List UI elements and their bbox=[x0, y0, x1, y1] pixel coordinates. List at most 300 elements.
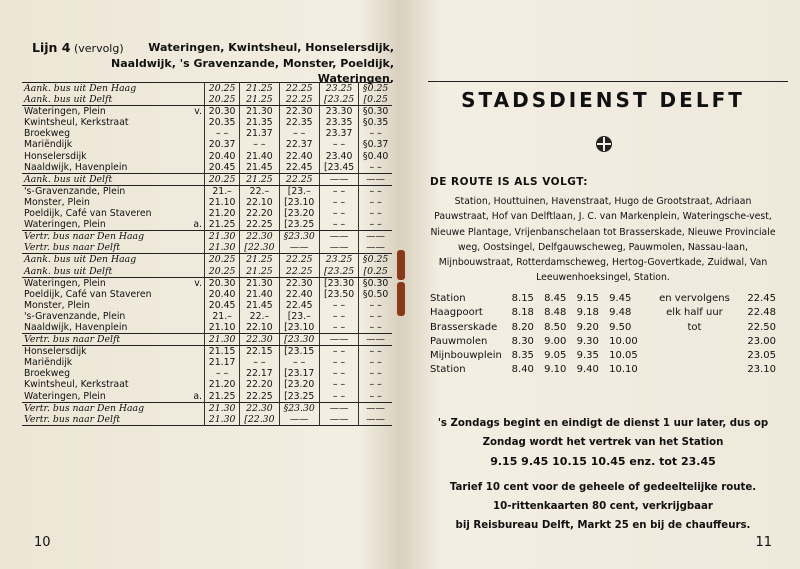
departure-time: 21.35 bbox=[240, 117, 279, 128]
stop-row bbox=[430, 335, 776, 349]
departure-time: —— bbox=[279, 414, 319, 426]
departure-time: [23.30 bbox=[319, 277, 358, 289]
stop-time: 10.05 bbox=[609, 350, 638, 362]
departure-time: [0.25 bbox=[359, 266, 392, 278]
departure-time: §0.30 bbox=[362, 106, 389, 118]
line-suffix: (vervolg) bbox=[70, 42, 124, 55]
stop-row bbox=[430, 292, 776, 306]
departure-time: 21.30 bbox=[240, 106, 279, 118]
timetable-row bbox=[22, 334, 392, 346]
departure-time: [23.30 bbox=[279, 334, 319, 346]
timetable-row bbox=[22, 368, 392, 379]
timetable-row bbox=[22, 242, 392, 254]
departure-time: —— bbox=[319, 242, 358, 254]
departure-time: —— bbox=[359, 414, 392, 426]
timetable-row bbox=[22, 162, 392, 174]
departure-time: —— bbox=[319, 173, 358, 185]
departure-time: – – bbox=[319, 368, 358, 379]
timetable-row bbox=[22, 173, 392, 185]
departure-time: [23.25 bbox=[319, 94, 358, 106]
timetable-row bbox=[22, 322, 392, 334]
timetable-row bbox=[22, 208, 392, 219]
departure-time: —— bbox=[319, 402, 358, 414]
departure-time: – – bbox=[369, 368, 382, 380]
right-page bbox=[418, 18, 788, 558]
departure-time: 22.25 bbox=[240, 391, 279, 403]
departure-time: [22.30 bbox=[240, 414, 279, 426]
stop-time: 9.35 bbox=[576, 350, 599, 362]
stop-time: 9.40 bbox=[576, 364, 599, 376]
departure-time: 21.15 bbox=[205, 346, 240, 358]
departure-time: 23.25 bbox=[319, 254, 358, 266]
departure-time: §0.25 bbox=[359, 83, 392, 95]
departure-time: 23.35 bbox=[319, 117, 358, 128]
timetable-row bbox=[22, 139, 392, 150]
departure-time: 22.25 bbox=[279, 173, 319, 185]
stop-name bbox=[22, 162, 205, 174]
departure-time: [23.15 bbox=[279, 346, 319, 358]
departure-time: 22.35 bbox=[279, 117, 319, 128]
departure-time: —— bbox=[319, 231, 358, 243]
stop-name-text: Mariëndijk bbox=[24, 139, 73, 151]
departure-time: – – bbox=[319, 311, 358, 322]
departure-time: – – bbox=[369, 321, 382, 333]
timetable-row bbox=[22, 289, 392, 300]
last-time: 23.10 bbox=[747, 364, 777, 376]
stop-time: 9.15 bbox=[576, 293, 599, 304]
departure-time: [23.17 bbox=[279, 368, 319, 379]
fare-line-2: 10-rittenkaarten 80 cent, verkrijgbaar bbox=[493, 501, 713, 512]
stop-name bbox=[22, 414, 205, 426]
departure-time: 20.40 bbox=[205, 151, 240, 162]
stop-name-text: Aank. bus uit Den Haag bbox=[24, 83, 137, 94]
stop-name-text: Vertr. bus naar Delft bbox=[24, 242, 121, 254]
stop-time: 9.05 bbox=[544, 350, 567, 362]
departure-time: [23.45 bbox=[319, 162, 358, 174]
timetable-row bbox=[22, 106, 392, 118]
stop-name bbox=[22, 357, 205, 368]
departure-time: 22.25 bbox=[240, 219, 279, 231]
timetable-row bbox=[22, 357, 392, 368]
departure-time: – – bbox=[369, 310, 382, 322]
route-heading-1: Wateringen, Kwintsheul, Honselersdijk, bbox=[148, 41, 394, 54]
stop-name bbox=[22, 242, 205, 254]
timetable-row bbox=[22, 219, 392, 231]
timetable bbox=[22, 82, 392, 426]
departure-time: §0.40 bbox=[362, 150, 389, 162]
departure-time: 21.45 bbox=[240, 162, 279, 174]
departure-time: – – bbox=[369, 128, 382, 140]
stop-name-text: Kwintsheul, Kerkstraat bbox=[24, 379, 129, 391]
departure-time: 22.– bbox=[240, 311, 279, 322]
stop-time: 8.20 bbox=[511, 321, 534, 333]
departure-time: 22.25 bbox=[279, 254, 319, 266]
departure-time: – – bbox=[240, 357, 279, 368]
stop-name-text: Wateringen, Plein bbox=[24, 219, 106, 231]
timetable-row bbox=[22, 414, 392, 426]
stop-time: 8.30 bbox=[511, 335, 534, 347]
timetable-row bbox=[22, 379, 392, 390]
stop-name bbox=[22, 334, 205, 346]
departure-time: —— bbox=[279, 242, 319, 254]
departure-time: 22.40 bbox=[279, 289, 319, 300]
route-heading-2: Naaldwijk, 's Gravenzande, Monster, Poeldijk, Wateringen. bbox=[111, 57, 394, 85]
departure-time: 20.25 bbox=[205, 266, 240, 278]
left-page bbox=[22, 18, 394, 558]
arrival-departure-mark: v. bbox=[194, 106, 202, 118]
line-number: Lijn 4 bbox=[32, 40, 71, 55]
arrival-departure-mark: a. bbox=[193, 219, 202, 231]
timetable-row bbox=[22, 254, 392, 266]
stop-name-text: Wateringen, Plein bbox=[24, 277, 106, 289]
departure-time: – – bbox=[369, 299, 382, 311]
stop-name-text: Vertr. bus naar Delft bbox=[24, 413, 121, 425]
departure-time: §0.50 bbox=[362, 288, 389, 300]
frequency-note bbox=[642, 335, 748, 349]
stop-name bbox=[22, 300, 205, 311]
departure-time: 21.25 bbox=[240, 173, 279, 185]
departure-time: [23.– bbox=[279, 185, 319, 197]
timetable-row bbox=[22, 128, 392, 139]
stop-name bbox=[22, 94, 205, 106]
stop-time: 8.48 bbox=[544, 307, 567, 319]
sunday-line-1: 's Zondags begint en eindigt de dienst 1 uur later, dus op bbox=[437, 418, 769, 429]
stop-time: 9.10 bbox=[544, 364, 567, 376]
stop-name bbox=[22, 128, 205, 139]
stop-times-table bbox=[430, 292, 776, 378]
stop-name bbox=[22, 402, 205, 414]
timetable-row bbox=[22, 231, 392, 243]
stop-time: 9.00 bbox=[544, 335, 567, 347]
departure-time: 21.25 bbox=[240, 94, 279, 106]
departure-time: – – bbox=[319, 346, 358, 358]
stop-name bbox=[22, 173, 205, 185]
stop-name-text: Aank. bus uit Delft bbox=[24, 94, 113, 106]
stop-name: Haagpoort bbox=[430, 307, 483, 319]
departure-time: §0.37 bbox=[362, 139, 389, 151]
stop-name-text: Wateringen, Plein bbox=[24, 106, 106, 118]
departure-time: 20.37 bbox=[205, 139, 240, 150]
last-time: 22.48 bbox=[747, 307, 777, 319]
departure-time: 21.25 bbox=[240, 83, 279, 95]
sunday-line-3: 9.15 9.45 10.15 10.45 enz. tot 23.45 bbox=[490, 455, 716, 468]
sunday-line-2: Zondag wordt het vertrek van het Station bbox=[482, 437, 724, 448]
stop-name-text: Monster, Plein bbox=[24, 299, 90, 311]
stop-name: Mijnbouwplein bbox=[430, 350, 502, 362]
timetable-row bbox=[22, 266, 392, 278]
stop-name bbox=[22, 185, 205, 197]
departure-time: §0.25 bbox=[359, 254, 392, 266]
stop-name-text: Vertr. bus naar Den Haag bbox=[24, 402, 145, 414]
timetable-row bbox=[22, 94, 392, 106]
departure-time: – – bbox=[279, 357, 319, 368]
stop-name bbox=[22, 197, 205, 208]
stop-time: 10.10 bbox=[609, 364, 638, 376]
stop-time: 8.50 bbox=[544, 321, 567, 333]
stop-name-text: Broekweg bbox=[24, 368, 71, 380]
stop-time: 9.18 bbox=[576, 307, 599, 319]
departure-time: 21.10 bbox=[205, 322, 240, 334]
departure-time: 21.30 bbox=[205, 231, 240, 243]
stop-name-text: Poeldijk, Café van Staveren bbox=[24, 288, 152, 300]
departure-time: 22.– bbox=[240, 185, 279, 197]
departure-time: —— bbox=[319, 334, 358, 346]
stop-time: 8.15 bbox=[511, 293, 534, 304]
stop-name-text: Poeldijk, Café van Staveren bbox=[24, 208, 152, 220]
departure-time: – – bbox=[205, 128, 240, 139]
timetable-heading bbox=[32, 40, 394, 86]
departure-time: [23.20 bbox=[279, 379, 319, 390]
stop-name bbox=[22, 117, 205, 128]
departure-time: 21.20 bbox=[205, 379, 240, 390]
departure-time: —— bbox=[319, 414, 358, 426]
departure-time: 20.25 bbox=[205, 173, 240, 185]
departure-time: 22.30 bbox=[240, 402, 279, 414]
departure-time: – – bbox=[319, 219, 358, 231]
departure-time: [22.30 bbox=[240, 242, 279, 254]
fare-line-1: Tarief 10 cent voor de geheele of gedeeltelijke route. bbox=[449, 482, 757, 493]
departure-time: 22.25 bbox=[279, 266, 319, 278]
timetable-row bbox=[22, 391, 392, 403]
departure-time: – – bbox=[319, 139, 358, 150]
departure-time: 23.30 bbox=[319, 106, 358, 118]
timetable-row bbox=[22, 117, 392, 128]
departure-time: 23.25 bbox=[319, 83, 358, 95]
timetable-row bbox=[22, 346, 392, 358]
frequency-note bbox=[642, 363, 748, 377]
departure-time: [23.10 bbox=[279, 322, 319, 334]
departure-time: 21.30 bbox=[205, 402, 240, 414]
route-heading: DE ROUTE IS ALS VOLGT: bbox=[430, 176, 589, 188]
departure-time: —— bbox=[359, 334, 392, 346]
departure-time: [23.50 bbox=[319, 289, 358, 300]
binding-stitch-upper bbox=[397, 250, 405, 280]
stop-name bbox=[22, 311, 205, 322]
departure-time: 21.37 bbox=[240, 128, 279, 139]
departure-time: – – bbox=[319, 322, 358, 334]
stop-name-text: Aank. bus uit Den Haag bbox=[24, 254, 137, 266]
page-title: STADSDIENST DELFT bbox=[461, 88, 745, 112]
stop-name-text: Naaldwijk, Havenplein bbox=[24, 321, 128, 333]
stop-name bbox=[22, 83, 205, 95]
timetable-row bbox=[22, 83, 392, 95]
departure-time: [23.25 bbox=[319, 266, 358, 278]
globe-icon bbox=[596, 136, 612, 152]
departure-time: 21.17 bbox=[205, 357, 240, 368]
departure-time: 20.45 bbox=[205, 300, 240, 311]
departure-time: – – bbox=[279, 128, 319, 139]
departure-time: 21.25 bbox=[205, 391, 240, 403]
stop-name-text: Aank. bus uit Delft bbox=[24, 173, 113, 185]
departure-time: 20.25 bbox=[205, 83, 240, 95]
departure-time: – – bbox=[369, 185, 382, 197]
departure-time: – – bbox=[369, 390, 382, 402]
departure-time: 20.45 bbox=[205, 162, 240, 174]
departure-time: – – bbox=[369, 346, 382, 358]
departure-time: 21.45 bbox=[240, 300, 279, 311]
departure-time: §23.30 bbox=[279, 231, 319, 243]
stop-name-text: 's-Gravenzande, Plein bbox=[24, 310, 126, 322]
stop-name bbox=[22, 231, 205, 243]
departure-time: 21.25 bbox=[240, 266, 279, 278]
stop-time: 8.45 bbox=[544, 293, 567, 304]
departure-time: [23.– bbox=[279, 311, 319, 322]
departure-time: 22.25 bbox=[279, 83, 319, 95]
stop-name-text: Kwintsheul, Kerkstraat bbox=[24, 117, 129, 129]
stop-name-text: Vertr. bus naar Den Haag bbox=[24, 231, 145, 243]
departure-time: 22.37 bbox=[279, 139, 319, 150]
stop-name bbox=[22, 139, 205, 150]
binding-stitch-lower bbox=[397, 282, 405, 316]
stop-time: 9.30 bbox=[576, 335, 599, 347]
departure-time: 21.30 bbox=[205, 242, 240, 254]
stop-name: Brasserskade bbox=[430, 321, 498, 333]
departure-time: 22.45 bbox=[279, 300, 319, 311]
stop-name-text: Monster, Plein bbox=[24, 196, 90, 208]
last-time: 23.00 bbox=[747, 335, 777, 347]
page-number-right: 11 bbox=[755, 535, 772, 550]
stop-name-text: Honselersdijk bbox=[24, 346, 87, 358]
departure-time: – – bbox=[205, 368, 240, 379]
departure-time: 21.40 bbox=[240, 289, 279, 300]
route-description: Station, Houttuinen, Havenstraat, Hugo de Grootstraat, Adriaan Pauwstraat, Hof van Delftlaan, J. C. van Markenplein, Wateringsche-vest, Nieuwe Plantage, Vrijenbanschelaan tot Brasserskade, Nieuwe Provinciale weg, Oostsingel, Delfgauwscheweg, Pauwmolen, Nassau-laan, Mijnbouwstraat, Rotterdamscheweg, Hertog-Govertkade, Zuidwal, Van Leeuwenhoeksingel, Station. bbox=[430, 196, 776, 284]
departure-time: 21.40 bbox=[240, 151, 279, 162]
departure-time: 21.25 bbox=[240, 254, 279, 266]
stop-name-text: Naaldwijk, Havenplein bbox=[24, 161, 128, 173]
stop-time: 9.20 bbox=[576, 321, 599, 333]
stop-name bbox=[22, 289, 205, 300]
stop-name bbox=[22, 219, 205, 231]
sunday-notice bbox=[418, 414, 788, 471]
departure-time: [23.20 bbox=[279, 208, 319, 219]
stop-name bbox=[22, 391, 205, 403]
timetable-row bbox=[22, 402, 392, 414]
stop-name-text: Wateringen, Plein bbox=[24, 390, 106, 402]
departure-time: [23.25 bbox=[279, 391, 319, 403]
departure-time: 21.30 bbox=[205, 334, 240, 346]
title-rule bbox=[428, 81, 788, 82]
departure-time: – – bbox=[369, 219, 382, 231]
stop-name bbox=[22, 106, 205, 118]
departure-time: – – bbox=[369, 379, 382, 391]
stop-name bbox=[22, 322, 205, 334]
departure-time: §0.30 bbox=[362, 277, 389, 289]
stop-time: 8.40 bbox=[511, 364, 534, 376]
stop-name: Pauwmolen bbox=[430, 335, 488, 347]
departure-time: [23.25 bbox=[279, 219, 319, 231]
stop-row bbox=[430, 306, 776, 320]
departure-time: – – bbox=[319, 300, 358, 311]
departure-time: – – bbox=[319, 185, 358, 197]
stop-time: 9.50 bbox=[609, 321, 632, 333]
departure-time: 22.20 bbox=[240, 208, 279, 219]
departure-time: —— bbox=[359, 173, 392, 185]
departure-time: – – bbox=[319, 379, 358, 390]
last-time: 22.50 bbox=[747, 321, 777, 333]
stop-name bbox=[22, 266, 205, 278]
stop-time: 9.45 bbox=[609, 293, 632, 304]
departure-time: 21.– bbox=[205, 185, 240, 197]
departure-time: 21.10 bbox=[205, 197, 240, 208]
fare-line-3: bij Reisbureau Delft, Markt 25 en bij de chauffeurs. bbox=[455, 520, 751, 531]
departure-time: 20.40 bbox=[205, 289, 240, 300]
stop-name bbox=[22, 151, 205, 162]
departure-time: 20.35 bbox=[205, 117, 240, 128]
departure-time: – – bbox=[369, 357, 382, 369]
departure-time: 22.25 bbox=[279, 94, 319, 106]
departure-time: 22.15 bbox=[240, 346, 279, 358]
departure-time: 22.40 bbox=[279, 151, 319, 162]
departure-time: – – bbox=[319, 197, 358, 208]
stop-name-text: Aank. bus uit Delft bbox=[24, 265, 113, 277]
timetable-row bbox=[22, 300, 392, 311]
departure-time: 20.25 bbox=[205, 94, 240, 106]
stop-name bbox=[22, 368, 205, 379]
stop-name-text: 's-Gravenzande, Plein bbox=[24, 185, 126, 197]
departure-time: 22.10 bbox=[240, 197, 279, 208]
departure-time: 23.37 bbox=[319, 128, 358, 139]
departure-time: – – bbox=[369, 161, 382, 173]
stop-time: 8.18 bbox=[511, 307, 534, 319]
departure-time: —— bbox=[359, 402, 392, 414]
departure-time: 21.25 bbox=[205, 219, 240, 231]
arrival-departure-mark: a. bbox=[193, 390, 202, 402]
stop-name-text: Honselersdijk bbox=[24, 150, 87, 162]
fare-notice bbox=[418, 478, 788, 535]
stop-time: 8.35 bbox=[511, 350, 534, 362]
departure-time: 22.45 bbox=[279, 162, 319, 174]
stop-name bbox=[22, 208, 205, 219]
stop-name: Station bbox=[430, 364, 466, 376]
stop-name: Station bbox=[430, 293, 466, 304]
frequency-note: elk half uur bbox=[666, 307, 723, 319]
stop-time: 9.48 bbox=[609, 307, 632, 319]
departure-time: – – bbox=[319, 391, 358, 403]
stop-time: 10.00 bbox=[609, 335, 638, 347]
timetable-row bbox=[22, 277, 392, 289]
departure-time: 23.40 bbox=[319, 151, 358, 162]
frequency-note: en vervolgens bbox=[659, 293, 730, 304]
departure-time: [23.10 bbox=[279, 197, 319, 208]
departure-time: 22.20 bbox=[240, 379, 279, 390]
departure-time: 22.30 bbox=[279, 277, 319, 289]
stop-name bbox=[22, 379, 205, 390]
departure-time: 20.30 bbox=[205, 106, 240, 118]
departure-time: 20.30 bbox=[205, 277, 240, 289]
stop-name-text: Mariëndijk bbox=[24, 357, 73, 369]
departure-time: —— bbox=[359, 242, 392, 254]
departure-time: 22.10 bbox=[240, 322, 279, 334]
departure-time: – – bbox=[369, 208, 382, 220]
departure-time: 20.25 bbox=[205, 254, 240, 266]
departure-time: 22.30 bbox=[240, 334, 279, 346]
departure-time: 21.30 bbox=[240, 277, 279, 289]
stop-row bbox=[430, 349, 776, 363]
frequency-note bbox=[642, 349, 748, 363]
departure-time: – – bbox=[369, 196, 382, 208]
timetable-row bbox=[22, 185, 392, 197]
stop-name-text: Vertr. bus naar Delft bbox=[24, 334, 121, 346]
departure-time: 21.20 bbox=[205, 208, 240, 219]
departure-time: 22.30 bbox=[240, 231, 279, 243]
last-time: 23.05 bbox=[747, 350, 777, 362]
departure-time: §0.35 bbox=[362, 117, 389, 129]
departure-time: 21.– bbox=[205, 311, 240, 322]
stop-row bbox=[430, 363, 776, 377]
departure-time: [0.25 bbox=[359, 94, 392, 106]
frequency-note: tot bbox=[687, 321, 702, 333]
timetable-row bbox=[22, 311, 392, 322]
